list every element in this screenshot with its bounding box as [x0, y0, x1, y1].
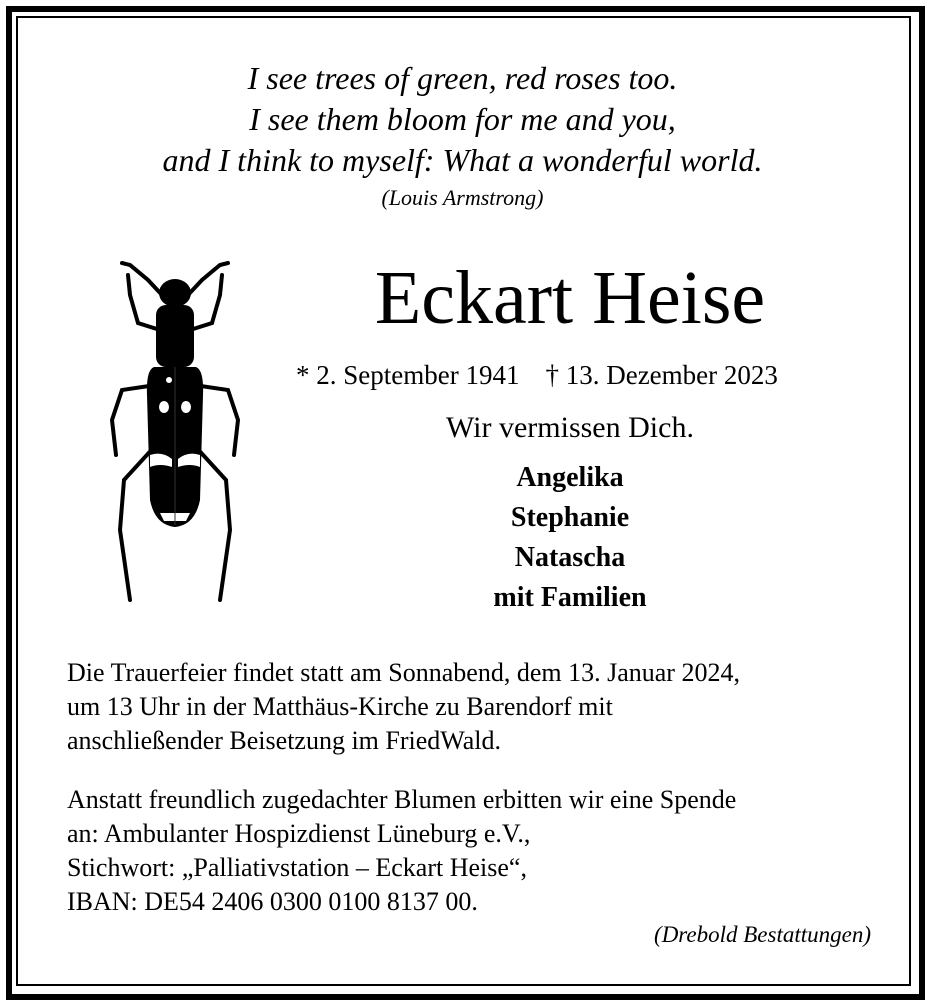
family-member: Natascha — [514, 542, 626, 573]
funeral-paragraph — [67, 656, 887, 758]
beetle-icon — [100, 255, 250, 605]
donation-line: Anstatt freundlich zugedachter Blumen erbitten wir eine Spende — [67, 785, 737, 814]
birth-date: * 2. September 1941 — [296, 360, 520, 390]
quote-line: and I think to myself: What a wonderful world. — [162, 142, 763, 178]
family-member: Angelika — [516, 462, 624, 493]
family-member: Stephanie — [510, 502, 630, 533]
message: Wir vermissen Dich. — [446, 411, 694, 444]
donation-line: Stichwort: „Palliativstation – Eckart Heise“, — [67, 853, 527, 882]
family-list — [330, 458, 810, 618]
quote — [0, 58, 925, 181]
deceased-name: Eckart Heise — [374, 256, 766, 340]
family-member: mit Familien — [493, 582, 647, 613]
donation-line: IBAN: DE54 2406 0300 0100 8137 00. — [67, 887, 478, 916]
funeral-line: Die Trauerfeier findet statt am Sonnabend, dem 13. Januar 2024, — [67, 658, 740, 687]
life-dates — [296, 360, 778, 391]
funeral-line: um 13 Uhr in der Matthäus-Kirche zu Barendorf mit — [67, 692, 613, 721]
death-date: † 13. Dezember 2023 — [545, 360, 778, 390]
quote-line: I see trees of green, red roses too. — [247, 60, 678, 96]
funeral-line: anschließender Beisetzung im FriedWald. — [67, 726, 502, 755]
donation-line: an: Ambulanter Hospizdienst Lüneburg e.V., — [67, 819, 531, 848]
quote-line: I see them bloom for me and you, — [249, 101, 676, 137]
donation-paragraph — [67, 783, 887, 919]
quote-author: (Louis Armstrong) — [381, 185, 544, 210]
undertaker-credit: (Drebold Bestattungen) — [654, 922, 871, 947]
